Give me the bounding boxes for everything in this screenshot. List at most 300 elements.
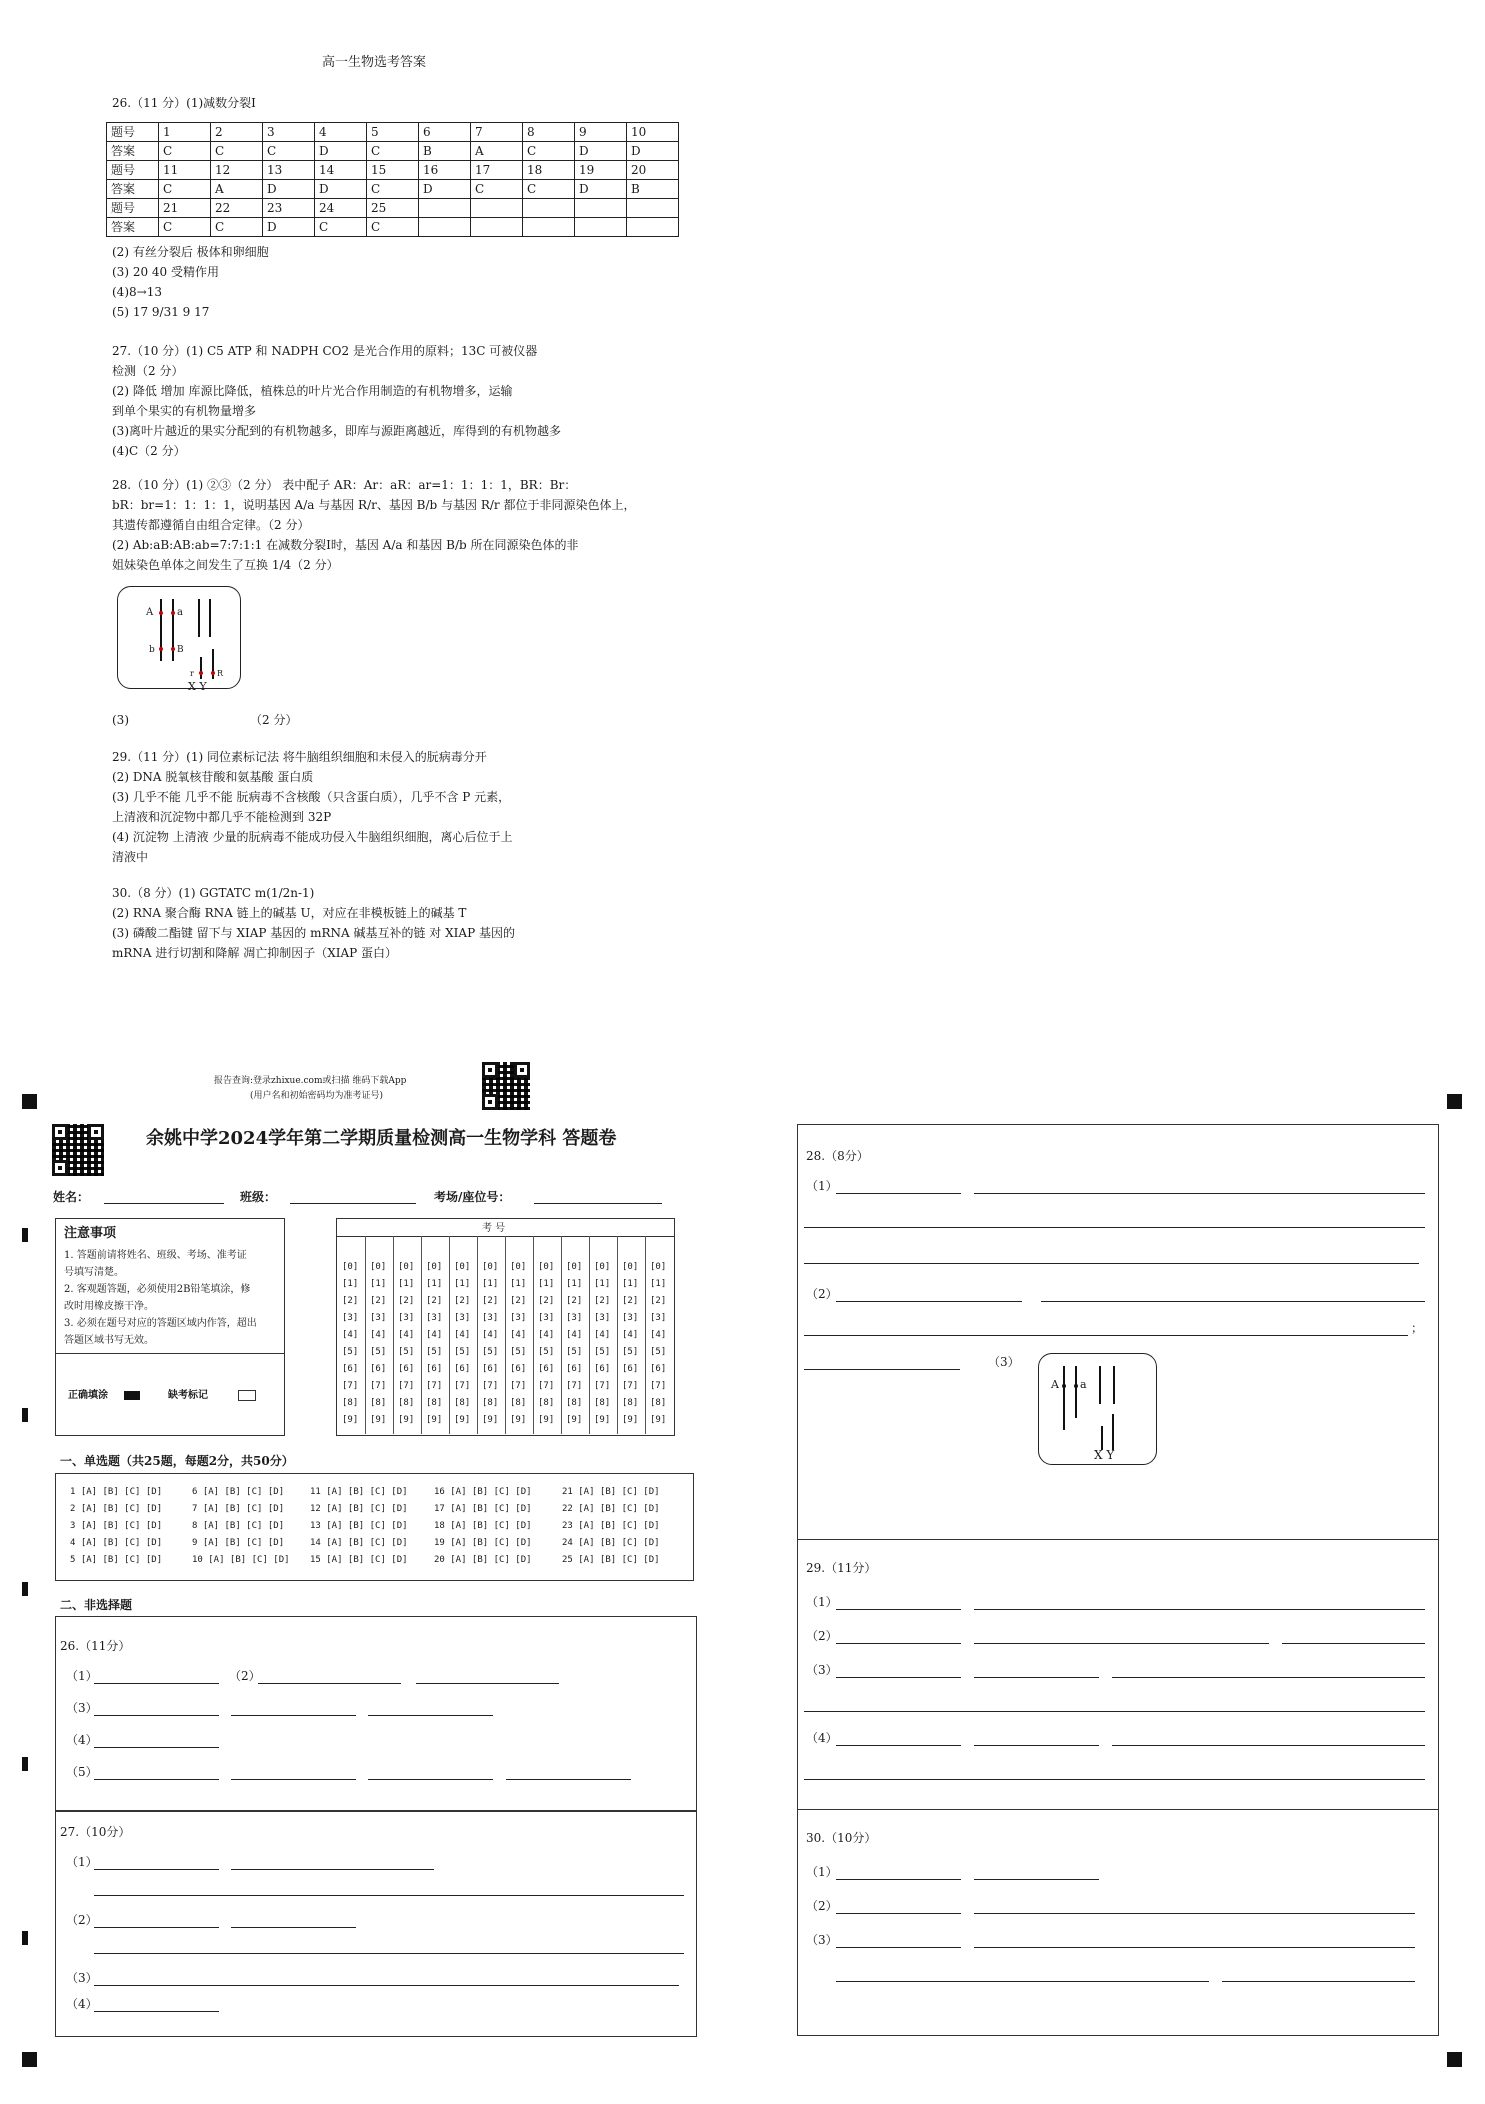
q30-part2-line-2[interactable] <box>974 1913 1415 1914</box>
exam-digit-bubble[interactable]: [2] <box>454 1296 471 1306</box>
answer-line: (2) 降低 增加 库源比降低，植株总的叶片光合作用制造的有机物增多，运输 <box>112 384 513 398</box>
exam-digit-bubble[interactable]: [5] <box>398 1347 415 1357</box>
q26-title: 26.（11分） <box>60 1639 131 1653</box>
exam-digit-bubble[interactable]: [5] <box>426 1347 443 1357</box>
exam-digit-bubble[interactable]: [1] <box>342 1279 359 1289</box>
absent-mark-box[interactable] <box>238 1390 256 1401</box>
q26-part4-label: （4） <box>66 1733 98 1747</box>
key-q28-part3-score: （2 分） <box>250 713 298 727</box>
exam-digit-bubble[interactable]: [2] <box>566 1296 583 1306</box>
answer-line: bR：br=1：1：1：1，说明基因 A/a 与基因 R/r、基因 B/b 与基因 R/r 都位于非同源染色体上， <box>112 498 636 512</box>
table-cell: D <box>263 218 315 237</box>
table-cell: 25 <box>367 199 419 218</box>
q30-part3-label: （3） <box>806 1933 838 1947</box>
table-row-answers <box>107 180 679 199</box>
exam-digit-bubble[interactable]: [2] <box>370 1296 387 1306</box>
q29-part1-label: （1） <box>806 1595 838 1609</box>
q27-part4-line[interactable] <box>94 2011 219 2012</box>
table-cell <box>627 218 679 237</box>
table-cell: 12 <box>211 161 263 180</box>
mc-question-row[interactable]: 18 [A] [B] [C] [D] <box>434 1521 532 1531</box>
chromosome-4 <box>1113 1366 1115 1404</box>
mc-question-row[interactable]: 10 [A] [B] [C] [D] <box>192 1555 290 1565</box>
answer-line: (2) 有丝分裂后 极体和卵细胞 <box>112 245 269 259</box>
exam-digit-bubble[interactable]: [9] <box>342 1415 359 1425</box>
table-cell: 7 <box>471 123 523 142</box>
q29-part3-line-3[interactable] <box>1112 1677 1425 1678</box>
locus-r-dot <box>199 671 203 675</box>
q28-part3-label: （3） <box>988 1355 1020 1369</box>
locus-A-dot <box>159 611 163 615</box>
exam-column-divider <box>449 1236 450 1434</box>
locus-B-dot <box>171 647 175 651</box>
exam-digit-bubble[interactable]: [4] <box>398 1330 415 1340</box>
q29-part3-line-1[interactable] <box>836 1677 961 1678</box>
exam-digit-bubble[interactable]: [6] <box>482 1364 499 1374</box>
exam-digit-bubble[interactable]: [5] <box>538 1347 555 1357</box>
mc-question-row[interactable]: 17 [A] [B] [C] [D] <box>434 1504 532 1514</box>
exam-digit-bubble[interactable]: [0] <box>538 1262 555 1272</box>
q30-part3-line-3[interactable] <box>836 1981 1209 1982</box>
exam-digit-bubble[interactable]: [6] <box>622 1364 639 1374</box>
exam-digit-bubble[interactable]: [9] <box>594 1415 611 1425</box>
exam-digit-bubble[interactable]: [6] <box>370 1364 387 1374</box>
q26-part5-label: （5） <box>66 1765 98 1779</box>
chromosome-1 <box>160 599 162 661</box>
exam-digit-bubble[interactable]: [1] <box>594 1279 611 1289</box>
exam-digit-bubble[interactable]: [0] <box>482 1262 499 1272</box>
exam-digit-bubble[interactable]: [2] <box>538 1296 555 1306</box>
chromosome-3 <box>1099 1366 1101 1404</box>
exam-digit-bubble[interactable]: [4] <box>566 1330 583 1340</box>
q29-part2-line-2[interactable] <box>974 1643 1269 1644</box>
mc-question-row[interactable]: 12 [A] [B] [C] [D] <box>310 1504 408 1514</box>
exam-digit-bubble[interactable]: [1] <box>370 1279 387 1289</box>
q26-part1-line[interactable] <box>94 1683 219 1684</box>
seat-field[interactable] <box>534 1203 662 1204</box>
q30-part3-line-2[interactable] <box>974 1947 1415 1948</box>
exam-digit-bubble[interactable]: [7] <box>594 1381 611 1391</box>
exam-digit-bubble[interactable]: [3] <box>510 1313 527 1323</box>
q26-part5-line-1[interactable] <box>94 1779 219 1780</box>
exam-digit-bubble[interactable]: [4] <box>482 1330 499 1340</box>
q28-part1-line-4[interactable] <box>804 1263 1419 1264</box>
exam-digit-bubble[interactable]: [5] <box>342 1347 359 1357</box>
exam-digit-bubble[interactable]: [4] <box>594 1330 611 1340</box>
exam-digit-bubble[interactable]: [4] <box>538 1330 555 1340</box>
q28-part2-line-3[interactable] <box>804 1335 1408 1336</box>
q29-part2-line-1[interactable] <box>836 1643 961 1644</box>
exam-digit-bubble[interactable]: [4] <box>454 1330 471 1340</box>
exam-digit-bubble[interactable]: [0] <box>510 1262 527 1272</box>
q27-part1-label: （1） <box>66 1855 98 1869</box>
q26-part5-line-3[interactable] <box>368 1779 493 1780</box>
corner-marker-tr <box>1447 1094 1462 1109</box>
exam-digit-bubble[interactable]: [4] <box>622 1330 639 1340</box>
q29-part4-label: （4） <box>806 1731 838 1745</box>
exam-digit-bubble[interactable]: [4] <box>650 1330 667 1340</box>
exam-digit-bubble[interactable]: [1] <box>482 1279 499 1289</box>
q29-part4-line-2[interactable] <box>974 1745 1099 1746</box>
notice-item: 答题区域书写无效。 <box>64 1335 154 1346</box>
exam-digit-bubble[interactable]: [1] <box>538 1279 555 1289</box>
locus-R-dot <box>211 671 215 675</box>
mc-question-row[interactable]: 16 [A] [B] [C] [D] <box>434 1487 532 1497</box>
q30-part2-line-1[interactable] <box>836 1913 961 1914</box>
q27-part1-line-2[interactable] <box>231 1869 434 1870</box>
q27-part1-line-3[interactable] <box>94 1895 684 1896</box>
exam-digit-bubble[interactable]: [3] <box>398 1313 415 1323</box>
exam-digit-bubble[interactable]: [8] <box>342 1398 359 1408</box>
exam-digit-bubble[interactable]: [0] <box>594 1262 611 1272</box>
exam-digit-bubble[interactable]: [6] <box>566 1364 583 1374</box>
exam-digit-bubble[interactable]: [5] <box>454 1347 471 1357</box>
mc-question-row[interactable]: 7 [A] [B] [C] [D] <box>192 1504 285 1514</box>
q26-part2-line-1[interactable] <box>258 1683 401 1684</box>
exam-digit-bubble[interactable]: [0] <box>370 1262 387 1272</box>
exam-digit-bubble[interactable]: [0] <box>454 1262 471 1272</box>
q28-part1-line-3[interactable] <box>804 1227 1425 1228</box>
exam-digit-bubble[interactable]: [6] <box>538 1364 555 1374</box>
exam-digit-bubble[interactable]: [9] <box>566 1415 583 1425</box>
table-cell: D <box>263 180 315 199</box>
label-a: a <box>1080 1378 1087 1391</box>
q29-part3-line-4[interactable] <box>804 1711 1425 1712</box>
q30-part3-line-4[interactable] <box>1222 1981 1415 1982</box>
exam-digit-bubble[interactable]: [6] <box>594 1364 611 1374</box>
exam-digit-bubble[interactable]: [2] <box>342 1296 359 1306</box>
exam-digit-bubble[interactable]: [7] <box>538 1381 555 1391</box>
q29-part3-label: （3） <box>806 1663 838 1677</box>
exam-digit-bubble[interactable]: [6] <box>510 1364 527 1374</box>
q29-part2-line-3[interactable] <box>1282 1643 1425 1644</box>
exam-digit-bubble[interactable]: [8] <box>510 1398 527 1408</box>
exam-digit-bubble[interactable]: [3] <box>650 1313 667 1323</box>
exam-digit-bubble[interactable]: [1] <box>426 1279 443 1289</box>
q28-part1-line-2[interactable] <box>974 1193 1425 1194</box>
table-cell: D <box>575 142 627 161</box>
exam-digit-bubble[interactable]: [1] <box>650 1279 667 1289</box>
q27-part2-line-1[interactable] <box>94 1927 219 1928</box>
table-cell: 题号 <box>107 199 159 218</box>
exam-digit-bubble[interactable]: [5] <box>482 1347 499 1357</box>
exam-digit-bubble[interactable]: [3] <box>594 1313 611 1323</box>
absent-mark-label: 缺考标记 <box>168 1390 208 1401</box>
q26-part3-line-1[interactable] <box>94 1715 219 1716</box>
table-cell <box>575 199 627 218</box>
exam-digit-bubble[interactable]: [8] <box>370 1398 387 1408</box>
q28-part1-label: （1） <box>806 1179 838 1193</box>
table-cell: C <box>159 180 211 199</box>
notice-box <box>55 1218 285 1436</box>
exam-digit-bubble[interactable]: [3] <box>566 1313 583 1323</box>
q28-part2-line-4[interactable] <box>804 1369 960 1370</box>
q29-part1-line-2[interactable] <box>974 1609 1425 1610</box>
label-XY: X Y <box>1094 1448 1115 1462</box>
exam-digit-bubble[interactable]: [2] <box>622 1296 639 1306</box>
mc-question-row[interactable]: 3 [A] [B] [C] [D] <box>70 1521 163 1531</box>
exam-digit-bubble[interactable]: [2] <box>650 1296 667 1306</box>
mc-question-row[interactable]: 4 [A] [B] [C] [D] <box>70 1538 163 1548</box>
exam-digit-bubble[interactable]: [0] <box>566 1262 583 1272</box>
mc-question-row[interactable]: 25 [A] [B] [C] [D] <box>562 1555 660 1565</box>
class-field[interactable] <box>290 1203 416 1204</box>
q30-title: 30.（10分） <box>806 1831 877 1845</box>
answer-line: 清液中 <box>112 850 149 864</box>
exam-digit-bubble[interactable]: [7] <box>650 1381 667 1391</box>
exam-digit-bubble[interactable]: [6] <box>454 1364 471 1374</box>
q28-part2-line-1[interactable] <box>836 1301 1022 1302</box>
chromosome-3 <box>198 599 200 637</box>
exam-digit-bubble[interactable]: [0] <box>426 1262 443 1272</box>
table-cell: D <box>627 142 679 161</box>
exam-digit-bubble[interactable]: [1] <box>510 1279 527 1289</box>
mc-question-row[interactable]: 19 [A] [B] [C] [D] <box>434 1538 532 1548</box>
key-title: 高一生物选考答案 <box>322 55 427 70</box>
q27-part1-line-1[interactable] <box>94 1869 219 1870</box>
locus-a-dot <box>1074 1384 1078 1388</box>
exam-column-divider <box>589 1236 590 1434</box>
exam-digit-bubble[interactable]: [2] <box>398 1296 415 1306</box>
notice-item: 2. 客观题答题，必须使用2B铅笔填涂，修 <box>64 1284 251 1295</box>
exam-digit-bubble[interactable]: [8] <box>622 1398 639 1408</box>
table-cell: 答案 <box>107 180 159 199</box>
table-cell: 答案 <box>107 218 159 237</box>
table-cell: 2 <box>211 123 263 142</box>
q30-part2-label: （2） <box>806 1899 838 1913</box>
table-cell: 题号 <box>107 161 159 180</box>
exam-column-divider <box>645 1236 646 1434</box>
exam-digit-bubble[interactable]: [3] <box>538 1313 555 1323</box>
label-R: R <box>217 669 224 678</box>
q30-part3-line-1[interactable] <box>836 1947 961 1948</box>
exam-digit-bubble[interactable]: [9] <box>510 1415 527 1425</box>
table-cell: 22 <box>211 199 263 218</box>
corner-marker-br <box>1447 2052 1462 2067</box>
answer-line: 其遗传都遵循自由组合定律。（2 分） <box>112 518 310 532</box>
x-chromosome <box>1101 1426 1103 1450</box>
q26-part2-label: （2） <box>229 1669 261 1683</box>
mc-question-row[interactable]: 2 [A] [B] [C] [D] <box>70 1504 163 1514</box>
exam-digit-bubble[interactable]: [3] <box>370 1313 387 1323</box>
exam-column-divider <box>533 1236 534 1434</box>
exam-digit-bubble[interactable]: [6] <box>398 1364 415 1374</box>
exam-digit-bubble[interactable]: [0] <box>650 1262 667 1272</box>
table-row-question-numbers <box>107 199 679 218</box>
exam-digit-bubble[interactable]: [3] <box>622 1313 639 1323</box>
mc-question-row[interactable]: 9 [A] [B] [C] [D] <box>192 1538 285 1548</box>
mc-question-row[interactable]: 11 [A] [B] [C] [D] <box>310 1487 408 1497</box>
exam-digit-bubble[interactable]: [7] <box>426 1381 443 1391</box>
exam-digit-bubble[interactable]: [2] <box>426 1296 443 1306</box>
exam-digit-bubble[interactable]: [3] <box>454 1313 471 1323</box>
q29-q30-divider <box>798 1809 1438 1810</box>
table-cell: 11 <box>159 161 211 180</box>
exam-digit-bubble[interactable]: [3] <box>482 1313 499 1323</box>
table-row-question-numbers <box>107 161 679 180</box>
section-non-choice: 二、非选择题 <box>60 1598 133 1612</box>
chromosome-2 <box>1075 1366 1077 1418</box>
exam-column-divider <box>561 1236 562 1434</box>
exam-digit-bubble[interactable]: [2] <box>594 1296 611 1306</box>
q30-part1-line-2[interactable] <box>974 1879 1099 1880</box>
exam-digit-bubble[interactable]: [8] <box>538 1398 555 1408</box>
label-r: r <box>190 669 194 678</box>
exam-digit-bubble[interactable]: [7] <box>482 1381 499 1391</box>
exam-digit-bubble[interactable]: [2] <box>510 1296 527 1306</box>
table-cell: 21 <box>159 199 211 218</box>
table-cell <box>523 218 575 237</box>
exam-digit-bubble[interactable]: [4] <box>342 1330 359 1340</box>
q29-part4-line-4[interactable] <box>804 1779 1425 1780</box>
exam-digit-bubble[interactable]: [9] <box>482 1415 499 1425</box>
label-B: B <box>177 645 184 655</box>
q29-part1-line-1[interactable] <box>836 1609 961 1610</box>
exam-digit-bubble[interactable]: [1] <box>454 1279 471 1289</box>
mc-question-row[interactable]: 15 [A] [B] [C] [D] <box>310 1555 408 1565</box>
locus-a-dot <box>171 611 175 615</box>
exam-digit-bubble[interactable]: [7] <box>622 1381 639 1391</box>
exam-digit-bubble[interactable]: [5] <box>650 1347 667 1357</box>
exam-digit-bubble[interactable]: [7] <box>370 1381 387 1391</box>
exam-digit-bubble[interactable]: [8] <box>454 1398 471 1408</box>
exam-digit-bubble[interactable]: [9] <box>622 1415 639 1425</box>
exam-digit-bubble[interactable]: [5] <box>594 1347 611 1357</box>
q29-part4-line-3[interactable] <box>1112 1745 1425 1746</box>
exam-digit-bubble[interactable]: [9] <box>454 1415 471 1425</box>
exam-digit-bubble[interactable]: [7] <box>454 1381 471 1391</box>
exam-digit-bubble[interactable]: [3] <box>342 1313 359 1323</box>
exam-digit-bubble[interactable]: [9] <box>370 1415 387 1425</box>
exam-digit-bubble[interactable]: [6] <box>650 1364 667 1374</box>
exam-digit-bubble[interactable]: [4] <box>426 1330 443 1340</box>
exam-digit-bubble[interactable]: [5] <box>370 1347 387 1357</box>
q28-part2-line-2[interactable] <box>1041 1301 1425 1302</box>
mc-question-row[interactable]: 8 [A] [B] [C] [D] <box>192 1521 285 1531</box>
table-cell: C <box>367 218 419 237</box>
exam-digit-bubble[interactable]: [2] <box>482 1296 499 1306</box>
mc-question-row[interactable]: 1 [A] [B] [C] [D] <box>70 1487 163 1497</box>
exam-digit-bubble[interactable]: [3] <box>426 1313 443 1323</box>
chromosome-diagram-sheet <box>1038 1353 1157 1465</box>
table-cell: 1 <box>159 123 211 142</box>
exam-digit-bubble[interactable]: [4] <box>370 1330 387 1340</box>
answer-line: mRNA 进行切割和降解 凋亡抑制因子（XIAP 蛋白） <box>112 946 398 960</box>
exam-digit-bubble[interactable]: [6] <box>426 1364 443 1374</box>
q26-part5-line-2[interactable] <box>231 1779 356 1780</box>
exam-digit-bubble[interactable]: [7] <box>398 1381 415 1391</box>
exam-digit-bubble[interactable]: [9] <box>398 1415 415 1425</box>
answer-line: 30.（8 分）(1) GGTATC m(1/2n-1) <box>112 886 315 900</box>
exam-digit-bubble[interactable]: [0] <box>622 1262 639 1272</box>
q26-part3-line-3[interactable] <box>368 1715 493 1716</box>
exam-digit-bubble[interactable]: [9] <box>426 1415 443 1425</box>
mc-question-row[interactable]: 5 [A] [B] [C] [D] <box>70 1555 163 1565</box>
exam-digit-bubble[interactable]: [9] <box>650 1415 667 1425</box>
q30-part1-line-1[interactable] <box>836 1879 961 1880</box>
answer-line: (3) 几乎不能 几乎不能 朊病毒不含核酸（只含蛋白质），几乎不含 P 元素， <box>112 790 511 804</box>
section-single-choice: 一、单选题（共25题，每题2分，共50分） <box>60 1454 294 1468</box>
mc-question-row[interactable]: 22 [A] [B] [C] [D] <box>562 1504 660 1514</box>
exam-digit-bubble[interactable]: [9] <box>538 1415 555 1425</box>
exam-digit-bubble[interactable]: [8] <box>482 1398 499 1408</box>
mc-question-row[interactable]: 13 [A] [B] [C] [D] <box>310 1521 408 1531</box>
q26-part3-line-2[interactable] <box>231 1715 356 1716</box>
table-cell <box>575 218 627 237</box>
exam-digit-bubble[interactable]: [1] <box>566 1279 583 1289</box>
table-cell: D <box>419 180 471 199</box>
answer-line: 27.（10 分）(1) C5 ATP 和 NADPH CO2 是光合作用的原料；13C 可被仪器 <box>112 344 538 358</box>
q27-part2-label: （2） <box>66 1913 98 1927</box>
q27-part2-line-2[interactable] <box>231 1927 356 1928</box>
exam-digit-bubble[interactable]: [1] <box>622 1279 639 1289</box>
label-A: A <box>1051 1378 1059 1391</box>
q27-part2-line-3[interactable] <box>94 1953 684 1954</box>
mc-question-row[interactable]: 23 [A] [B] [C] [D] <box>562 1521 660 1531</box>
q26-part4-line[interactable] <box>94 1747 219 1748</box>
q26-part2-line-2[interactable] <box>416 1683 559 1684</box>
name-field[interactable] <box>104 1203 224 1204</box>
q29-part4-line-1[interactable] <box>836 1745 961 1746</box>
key-q28-part3: (3) <box>112 713 129 727</box>
answer-line: 姐妹染色单体之间发生了互换 1/4（2 分） <box>112 558 339 572</box>
exam-digit-bubble[interactable]: [0] <box>398 1262 415 1272</box>
answer-line: 到单个果实的有机物量增多 <box>112 404 257 418</box>
table-cell: 20 <box>627 161 679 180</box>
exam-digit-bubble[interactable]: [7] <box>342 1381 359 1391</box>
exam-digit-bubble[interactable]: [8] <box>594 1398 611 1408</box>
timing-mark <box>22 1228 28 1242</box>
timing-mark <box>22 1408 28 1422</box>
exam-digit-bubble[interactable]: [0] <box>342 1262 359 1272</box>
q28-part1-line-1[interactable] <box>836 1193 961 1194</box>
table-row-answers <box>107 218 679 237</box>
mc-question-row[interactable]: 20 [A] [B] [C] [D] <box>434 1555 532 1565</box>
q27-part3-line[interactable] <box>94 1985 679 1986</box>
exam-digit-bubble[interactable]: [5] <box>622 1347 639 1357</box>
q28-part2-label: （2） <box>806 1287 838 1301</box>
answer-table <box>106 122 679 237</box>
table-cell: C <box>315 218 367 237</box>
exam-digit-bubble[interactable]: [8] <box>650 1398 667 1408</box>
exam-digit-bubble[interactable]: [7] <box>510 1381 527 1391</box>
exam-digit-bubble[interactable]: [5] <box>510 1347 527 1357</box>
q27-part3-label: （3） <box>66 1971 98 1985</box>
table-cell: C <box>367 180 419 199</box>
exam-digit-bubble[interactable]: [4] <box>510 1330 527 1340</box>
exam-digit-bubble[interactable]: [6] <box>342 1364 359 1374</box>
answer-line: (4) 沉淀物 上清液 少量的朊病毒不能成功侵入牛脑组织细胞，离心后位于上 <box>112 830 513 844</box>
q29-part3-line-2[interactable] <box>974 1677 1099 1678</box>
exam-digit-bubble[interactable]: [8] <box>398 1398 415 1408</box>
q26-part5-line-4[interactable] <box>506 1779 631 1780</box>
label-b: b <box>149 645 155 655</box>
mc-question-row[interactable]: 14 [A] [B] [C] [D] <box>310 1538 408 1548</box>
table-cell: 24 <box>315 199 367 218</box>
mc-question-row[interactable]: 21 [A] [B] [C] [D] <box>562 1487 660 1497</box>
table-cell: 10 <box>627 123 679 142</box>
exam-digit-bubble[interactable]: [8] <box>426 1398 443 1408</box>
table-cell: B <box>627 180 679 199</box>
class-label: 班级： <box>240 1190 277 1204</box>
exam-digit-bubble[interactable]: [5] <box>566 1347 583 1357</box>
exam-digit-bubble[interactable]: [8] <box>566 1398 583 1408</box>
mc-question-row[interactable]: 6 [A] [B] [C] [D] <box>192 1487 285 1497</box>
exam-digit-bubble[interactable]: [7] <box>566 1381 583 1391</box>
exam-digit-bubble[interactable]: [1] <box>398 1279 415 1289</box>
table-cell: B <box>419 142 471 161</box>
mc-question-row[interactable]: 24 [A] [B] [C] [D] <box>562 1538 660 1548</box>
